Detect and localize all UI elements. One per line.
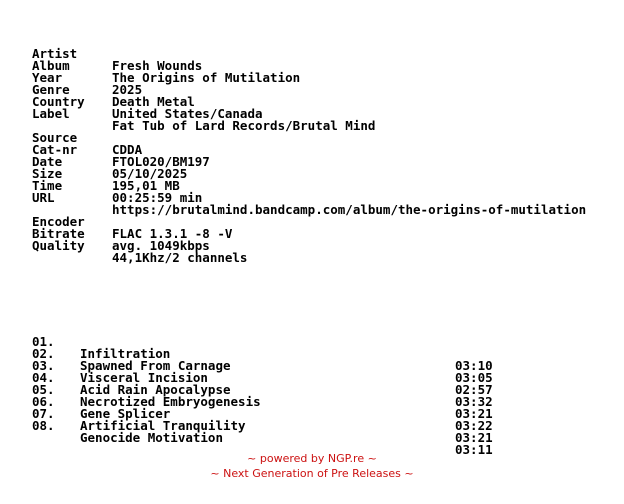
encoder-label: Encoder — [32, 214, 85, 229]
year-label: Year — [32, 70, 63, 85]
record-label-value: Fat Tub of Lard Records/Brutal Mind — [112, 118, 376, 133]
track-title: Artificial Tranquility — [80, 418, 246, 433]
genre-value: Death Metal — [112, 94, 195, 109]
track-duration: 03:32 — [455, 394, 493, 409]
album-value: The Origins of Mutilation — [112, 70, 301, 85]
track-number: 02. — [32, 346, 55, 361]
source-value: CDDA — [112, 142, 143, 157]
time-label: Time — [32, 178, 63, 193]
encoding-info-block — [32, 204, 248, 265]
track-title: Acid Rain Apocalypse — [80, 382, 231, 397]
track-number: 07. — [32, 406, 55, 421]
track-duration: 03:05 — [455, 370, 493, 385]
encoder-value: FLAC 1.3.1 -8 -V — [112, 226, 233, 241]
track-duration: 03:21 — [455, 406, 493, 421]
track-duration: 03:22 — [455, 418, 493, 433]
tracklist — [32, 324, 493, 457]
track-duration: 03:21 — [455, 430, 493, 445]
track-number: 04. — [32, 370, 55, 385]
track-title: Infiltration — [80, 346, 171, 361]
quality-value: 44,1Khz/2 channels — [112, 250, 248, 265]
catnr-label: Cat-nr — [32, 142, 78, 157]
time-value: 00:25:59 min — [112, 190, 203, 205]
track-title: Necrotized Embryogenesis — [80, 394, 261, 409]
url-value: https://brutalmind.bandcamp.com/album/the-origins-of-mutilation — [112, 202, 587, 217]
url-label: URL — [32, 190, 55, 205]
quality-label: Quality — [32, 238, 85, 253]
date-label: Date — [32, 154, 63, 169]
record-label-label: Label — [32, 106, 70, 121]
track-number: 01. — [32, 334, 55, 349]
size-value: 195,01 MB — [112, 178, 180, 193]
year-value: 2025 — [112, 82, 143, 97]
release-info-block — [32, 36, 376, 133]
nfo-text — [32, 36, 587, 457]
track-duration: 02:57 — [455, 382, 493, 397]
bitrate-label: Bitrate — [32, 226, 85, 241]
footer-powered-by: ~ powered by NGP.re ~ — [247, 452, 377, 465]
track-number: 03. — [32, 358, 55, 373]
track-number: 05. — [32, 382, 55, 397]
track-title: Genocide Motivation — [80, 430, 223, 445]
track-duration: 03:11 — [455, 442, 493, 457]
artist-value: Fresh Wounds — [112, 58, 203, 73]
track-number: 06. — [32, 394, 55, 409]
track-title: Spawned From Carnage — [80, 358, 231, 373]
footer-tagline: ~ Next Generation of Pre Releases ~ — [210, 467, 414, 480]
catnr-value: FTOL020/BM197 — [112, 154, 210, 169]
track-title: Visceral Incision — [80, 370, 208, 385]
album-label: Album — [32, 58, 70, 73]
source-label: Source — [32, 130, 78, 145]
track-duration: 03:10 — [455, 358, 493, 373]
country-label: Country — [32, 94, 85, 109]
artist-label: Artist — [32, 46, 78, 61]
country-value: United States/Canada — [112, 106, 263, 121]
track-title: Gene Splicer — [80, 406, 171, 421]
bitrate-value: avg. 1049kbps — [112, 238, 210, 253]
track-number: 08. — [32, 418, 55, 433]
genre-label: Genre — [32, 82, 70, 97]
size-label: Size — [32, 166, 63, 181]
date-value: 05/10/2025 — [112, 166, 188, 181]
